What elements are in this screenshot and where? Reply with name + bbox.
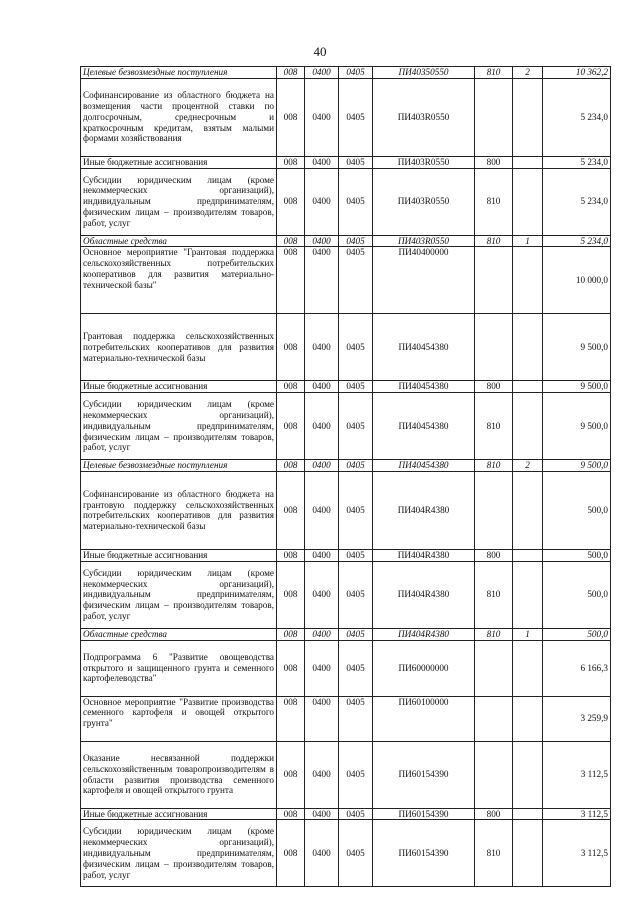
ministry-code: 008: [277, 549, 305, 561]
funding-code: [513, 168, 543, 235]
table-row: [81, 460, 611, 472]
budget-table: [80, 66, 611, 887]
section-code: 0400: [305, 168, 339, 235]
section-code: 0400: [305, 741, 339, 808]
target-code: ПИ60154390: [373, 741, 475, 808]
table-row: [81, 235, 611, 247]
funding-code: [513, 314, 543, 381]
expense-type-code: [475, 78, 513, 156]
target-code: ПИ404R4380: [373, 471, 475, 549]
funding-code: 1: [513, 235, 543, 247]
row-name: Основное мероприятие "Развитие производства семенного картофеля и овощей открытого грунта": [81, 696, 277, 741]
ministry-code: 008: [277, 247, 305, 314]
table-row: [81, 640, 611, 696]
row-name: Областные средства: [81, 235, 277, 247]
section-code: 0400: [305, 561, 339, 628]
target-code: ПИ403R0550: [373, 235, 475, 247]
amount: 5 234,0: [543, 78, 611, 156]
ministry-code: 008: [277, 741, 305, 808]
ministry-code: 008: [277, 640, 305, 696]
row-name: Основное мероприятие "Грантовая поддержка сельскохозяйственных потребительских кооперативов для развития материально-технической базы": [81, 247, 277, 314]
target-code: ПИ403R0550: [373, 156, 475, 168]
subsection-code: 0405: [339, 741, 373, 808]
expense-type-code: 810: [475, 628, 513, 640]
expense-type-code: [475, 741, 513, 808]
amount: 9 500,0: [543, 393, 611, 460]
expense-type-code: 800: [475, 549, 513, 561]
row-name: Субсидии юридическим лицам (кроме некоммерческих организаций), индивидуальным предпринимателям, физическим лицам – производителям товаров, работ, услуг: [81, 561, 277, 628]
ministry-code: 008: [277, 460, 305, 472]
ministry-code: 008: [277, 471, 305, 549]
section-code: 0400: [305, 381, 339, 393]
ministry-code: 008: [277, 314, 305, 381]
expense-type-code: [475, 471, 513, 549]
target-code: ПИ403R0550: [373, 78, 475, 156]
amount: 5 234,0: [543, 156, 611, 168]
subsection-code: 0405: [339, 381, 373, 393]
table-row: [81, 820, 611, 887]
section-code: 0400: [305, 820, 339, 887]
target-code: ПИ403R0550: [373, 168, 475, 235]
target-code: ПИ60100000: [373, 696, 475, 741]
expense-type-code: [475, 247, 513, 314]
table-row: [81, 314, 611, 381]
target-code: ПИ40454380: [373, 460, 475, 472]
amount: 10 000,0: [543, 247, 611, 314]
row-name: Подпрограмма 6 "Развитие овощеводства открытого и защищенного грунта и семенного картофелеводства": [81, 640, 277, 696]
expense-type-code: 810: [475, 393, 513, 460]
expense-type-code: 810: [475, 561, 513, 628]
amount: 6 166,3: [543, 640, 611, 696]
table-row: [81, 696, 611, 741]
subsection-code: 0405: [339, 471, 373, 549]
section-code: 0400: [305, 696, 339, 741]
amount: 3 112,5: [543, 808, 611, 820]
table-row: [81, 549, 611, 561]
target-code: ПИ404R4380: [373, 628, 475, 640]
table-row: [81, 168, 611, 235]
row-name: Грантовая поддержка сельскохозяйственных потребительских кооперативов для развития материально-технической базы: [81, 314, 277, 381]
ministry-code: 008: [277, 67, 305, 79]
expense-type-code: 800: [475, 156, 513, 168]
table-row: [81, 156, 611, 168]
section-code: 0400: [305, 808, 339, 820]
subsection-code: 0405: [339, 549, 373, 561]
table-row: [81, 381, 611, 393]
amount: 9 500,0: [543, 314, 611, 381]
expense-type-code: 810: [475, 235, 513, 247]
section-code: 0400: [305, 471, 339, 549]
subsection-code: 0405: [339, 247, 373, 314]
target-code: ПИ60000000: [373, 640, 475, 696]
subsection-code: 0405: [339, 393, 373, 460]
amount: 10 362,2: [543, 67, 611, 79]
row-name: Областные средства: [81, 628, 277, 640]
target-code: ПИ60154390: [373, 820, 475, 887]
funding-code: [513, 78, 543, 156]
target-code: ПИ40400000: [373, 247, 475, 314]
amount: 9 500,0: [543, 460, 611, 472]
subsection-code: 0405: [339, 67, 373, 79]
table-row: [81, 561, 611, 628]
ministry-code: 008: [277, 628, 305, 640]
expense-type-code: 800: [475, 381, 513, 393]
funding-code: [513, 549, 543, 561]
section-code: 0400: [305, 156, 339, 168]
funding-code: 2: [513, 460, 543, 472]
ministry-code: 008: [277, 808, 305, 820]
funding-code: [513, 381, 543, 393]
funding-code: [513, 808, 543, 820]
section-code: 0400: [305, 549, 339, 561]
table-row: [81, 628, 611, 640]
table-row: [81, 393, 611, 460]
row-name: Оказание несвязанной поддержки сельскохозяйственным товаропроизводителям в области развития производства семенного картофеля и овощей открытого грунта: [81, 741, 277, 808]
row-name: Субсидии юридическим лицам (кроме некоммерческих организаций), индивидуальным предпринимателям, физическим лицам – производителям товаров, работ, услуг: [81, 820, 277, 887]
row-name: Софинансирование из областного бюджета на возмещения части процентной ставки по долгосрочным, среднесрочным и краткосрочным кредитам, взятым малыми формами хозяйствования: [81, 78, 277, 156]
target-code: ПИ404R4380: [373, 549, 475, 561]
section-code: 0400: [305, 393, 339, 460]
amount: 3 112,5: [543, 741, 611, 808]
row-name: Иные бюджетные ассигнования: [81, 156, 277, 168]
amount: 500,0: [543, 471, 611, 549]
table-row: [81, 741, 611, 808]
expense-type-code: 800: [475, 808, 513, 820]
funding-code: 1: [513, 628, 543, 640]
ministry-code: 008: [277, 168, 305, 235]
expense-type-code: 810: [475, 460, 513, 472]
page-number: 40: [313, 44, 327, 59]
ministry-code: 008: [277, 235, 305, 247]
amount: 9 500,0: [543, 381, 611, 393]
ministry-code: 008: [277, 820, 305, 887]
section-code: 0400: [305, 314, 339, 381]
subsection-code: 0405: [339, 820, 373, 887]
ministry-code: 008: [277, 381, 305, 393]
ministry-code: 008: [277, 561, 305, 628]
expense-type-code: 810: [475, 820, 513, 887]
funding-code: [513, 561, 543, 628]
funding-code: [513, 741, 543, 808]
expense-type-code: [475, 314, 513, 381]
section-code: 0400: [305, 247, 339, 314]
funding-code: [513, 156, 543, 168]
subsection-code: 0405: [339, 78, 373, 156]
amount: 500,0: [543, 561, 611, 628]
subsection-code: 0405: [339, 314, 373, 381]
ministry-code: 008: [277, 393, 305, 460]
target-code: ПИ404R4380: [373, 561, 475, 628]
funding-code: [513, 820, 543, 887]
subsection-code: 0405: [339, 696, 373, 741]
table-row: [81, 78, 611, 156]
expense-type-code: 810: [475, 67, 513, 79]
funding-code: [513, 696, 543, 741]
section-code: 0400: [305, 235, 339, 247]
amount: 500,0: [543, 549, 611, 561]
section-code: 0400: [305, 640, 339, 696]
section-code: 0400: [305, 67, 339, 79]
expense-type-code: [475, 640, 513, 696]
amount: 3 259,9: [543, 696, 611, 741]
ministry-code: 008: [277, 696, 305, 741]
target-code: ПИ40454380: [373, 381, 475, 393]
target-code: ПИ60154390: [373, 808, 475, 820]
expense-type-code: 810: [475, 168, 513, 235]
subsection-code: 0405: [339, 628, 373, 640]
amount: 5 234,0: [543, 168, 611, 235]
subsection-code: 0405: [339, 561, 373, 628]
section-code: 0400: [305, 78, 339, 156]
ministry-code: 008: [277, 78, 305, 156]
funding-code: [513, 471, 543, 549]
amount: 5 234,0: [543, 235, 611, 247]
section-code: 0400: [305, 628, 339, 640]
subsection-code: 0405: [339, 460, 373, 472]
subsection-code: 0405: [339, 235, 373, 247]
subsection-code: 0405: [339, 156, 373, 168]
target-code: ПИ40454380: [373, 393, 475, 460]
table-row: [81, 808, 611, 820]
ministry-code: 008: [277, 156, 305, 168]
row-name: Целевые безвозмездные поступления: [81, 460, 277, 472]
expense-type-code: [475, 696, 513, 741]
row-name: Иные бюджетные ассигнования: [81, 808, 277, 820]
subsection-code: 0405: [339, 168, 373, 235]
table-row: [81, 247, 611, 314]
amount: 500,0: [543, 628, 611, 640]
target-code: ПИ40454380: [373, 314, 475, 381]
row-name: Иные бюджетные ассигнования: [81, 549, 277, 561]
table-row: [81, 471, 611, 549]
funding-code: [513, 640, 543, 696]
row-name: Иные бюджетные ассигнования: [81, 381, 277, 393]
row-name: Целевые безвозмездные поступления: [81, 67, 277, 79]
section-code: 0400: [305, 460, 339, 472]
subsection-code: 0405: [339, 808, 373, 820]
row-name: Субсидии юридическим лицам (кроме некоммерческих организаций), индивидуальным предпринимателям, физическим лицам – производителям товаров, работ, услуг: [81, 168, 277, 235]
funding-code: 2: [513, 67, 543, 79]
row-name: Софинансирование из областного бюджета на грантовую поддержку сельскохозяйственных потребительских кооперативов для развития материально-технической базы: [81, 471, 277, 549]
table-row: [81, 67, 611, 79]
amount: 3 112,5: [543, 820, 611, 887]
row-name: Субсидии юридическим лицам (кроме некоммерческих организаций), индивидуальным предпринимателям, физическим лицам – производителям товаров, работ, услуг: [81, 393, 277, 460]
target-code: ПИ40350550: [373, 67, 475, 79]
funding-code: [513, 247, 543, 314]
subsection-code: 0405: [339, 640, 373, 696]
funding-code: [513, 393, 543, 460]
